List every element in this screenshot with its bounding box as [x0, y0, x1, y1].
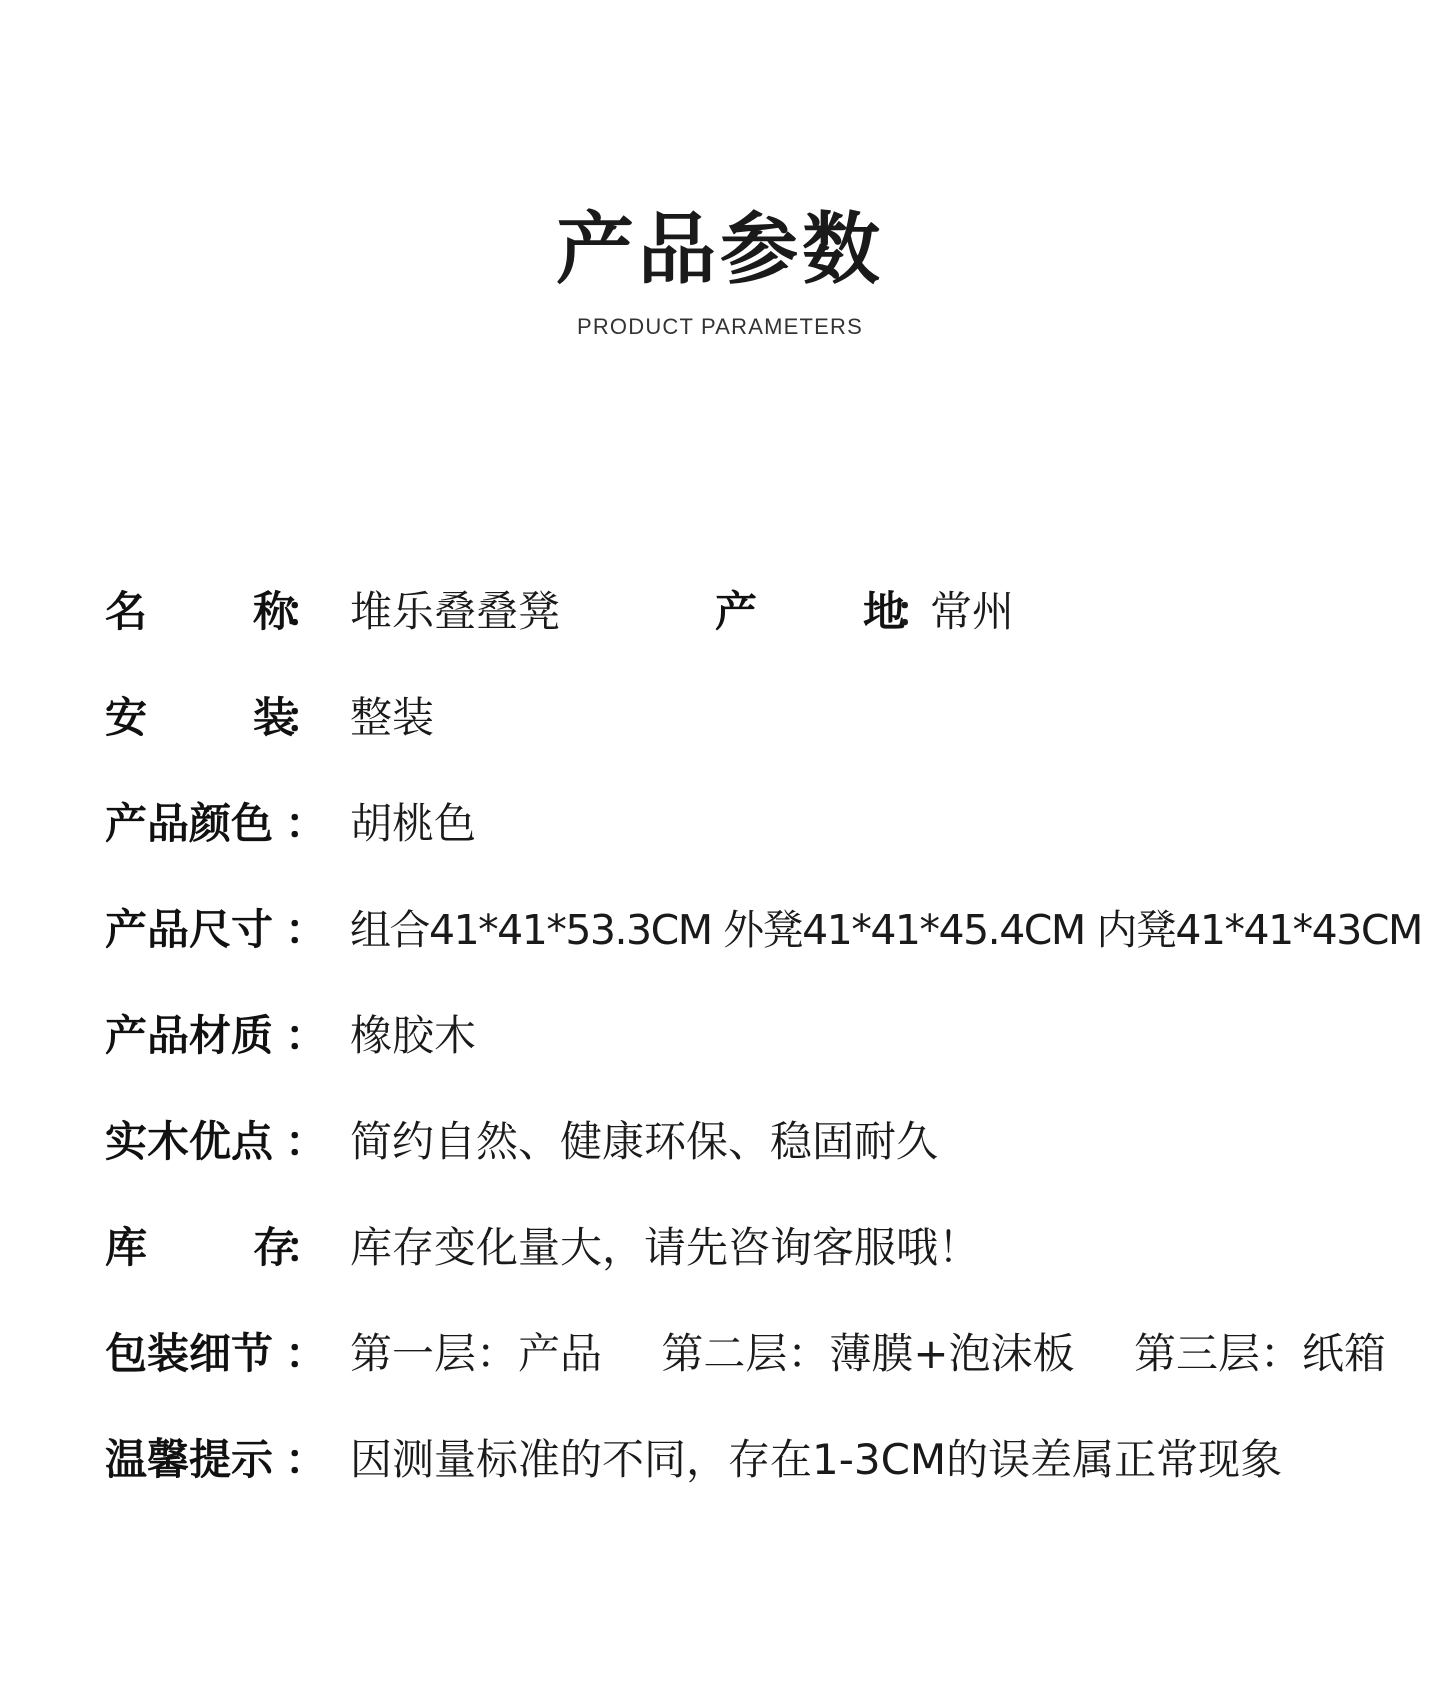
param-label-name: 名 称	[105, 587, 295, 636]
param-colon: ：	[285, 1011, 328, 1060]
param-colon: ：	[285, 693, 328, 742]
param-colon: ：	[285, 1329, 328, 1378]
param-value-tip: 因测量标准的不同，存在1-3CM的误差属正常现象	[350, 1435, 1283, 1484]
param-label-packaging: 包装细节	[105, 1329, 274, 1378]
param-value-packaging	[350, 1324, 1386, 1384]
param-colon: ：	[285, 1435, 328, 1484]
param-value-install: 整装	[350, 693, 435, 742]
param-value-color: 胡桃色	[350, 799, 477, 848]
packaging-layer-2: 第二层：薄膜+泡沫板	[661, 1329, 1075, 1378]
param-label-advantages: 实木优点	[105, 1117, 274, 1166]
param-label-stock: 库 存	[105, 1223, 295, 1272]
param-label-origin: 产 地	[715, 587, 905, 636]
param-label-install: 安 装	[105, 693, 295, 742]
param-label-material: 产品材质	[105, 1011, 274, 1060]
param-label-tip: 温馨提示	[105, 1435, 274, 1484]
param-label-size: 产品尺寸	[105, 905, 274, 954]
page-title: 产品参数	[555, 205, 884, 295]
param-value-name: 堆乐叠叠凳	[350, 587, 561, 636]
packaging-layer-1: 第一层：产品	[350, 1329, 603, 1378]
param-colon: ：	[285, 1223, 328, 1272]
packaging-layer-3: 第三层：纸箱	[1133, 1329, 1386, 1378]
param-value-stock: 库存变化量大，请先咨询客服哦！	[350, 1223, 981, 1272]
param-colon: ：	[285, 799, 328, 848]
param-colon: ：	[285, 587, 328, 636]
param-colon: ：	[285, 1117, 328, 1166]
param-colon: ：	[285, 905, 328, 954]
param-value-origin: 常州	[930, 587, 1015, 636]
param-value-material: 橡胶木	[350, 1011, 477, 1060]
param-label-color: 产品颜色	[105, 799, 274, 848]
param-value-advantages: 简约自然、健康环保、稳固耐久	[350, 1117, 939, 1166]
param-value-size: 组合41*41*53.3CM 外凳41*41*45.4CM 内凳41*41*43CM	[350, 906, 1422, 954]
page-subtitle: PRODUCT PARAMETERS	[576, 314, 864, 339]
param-colon: ：	[895, 587, 938, 636]
